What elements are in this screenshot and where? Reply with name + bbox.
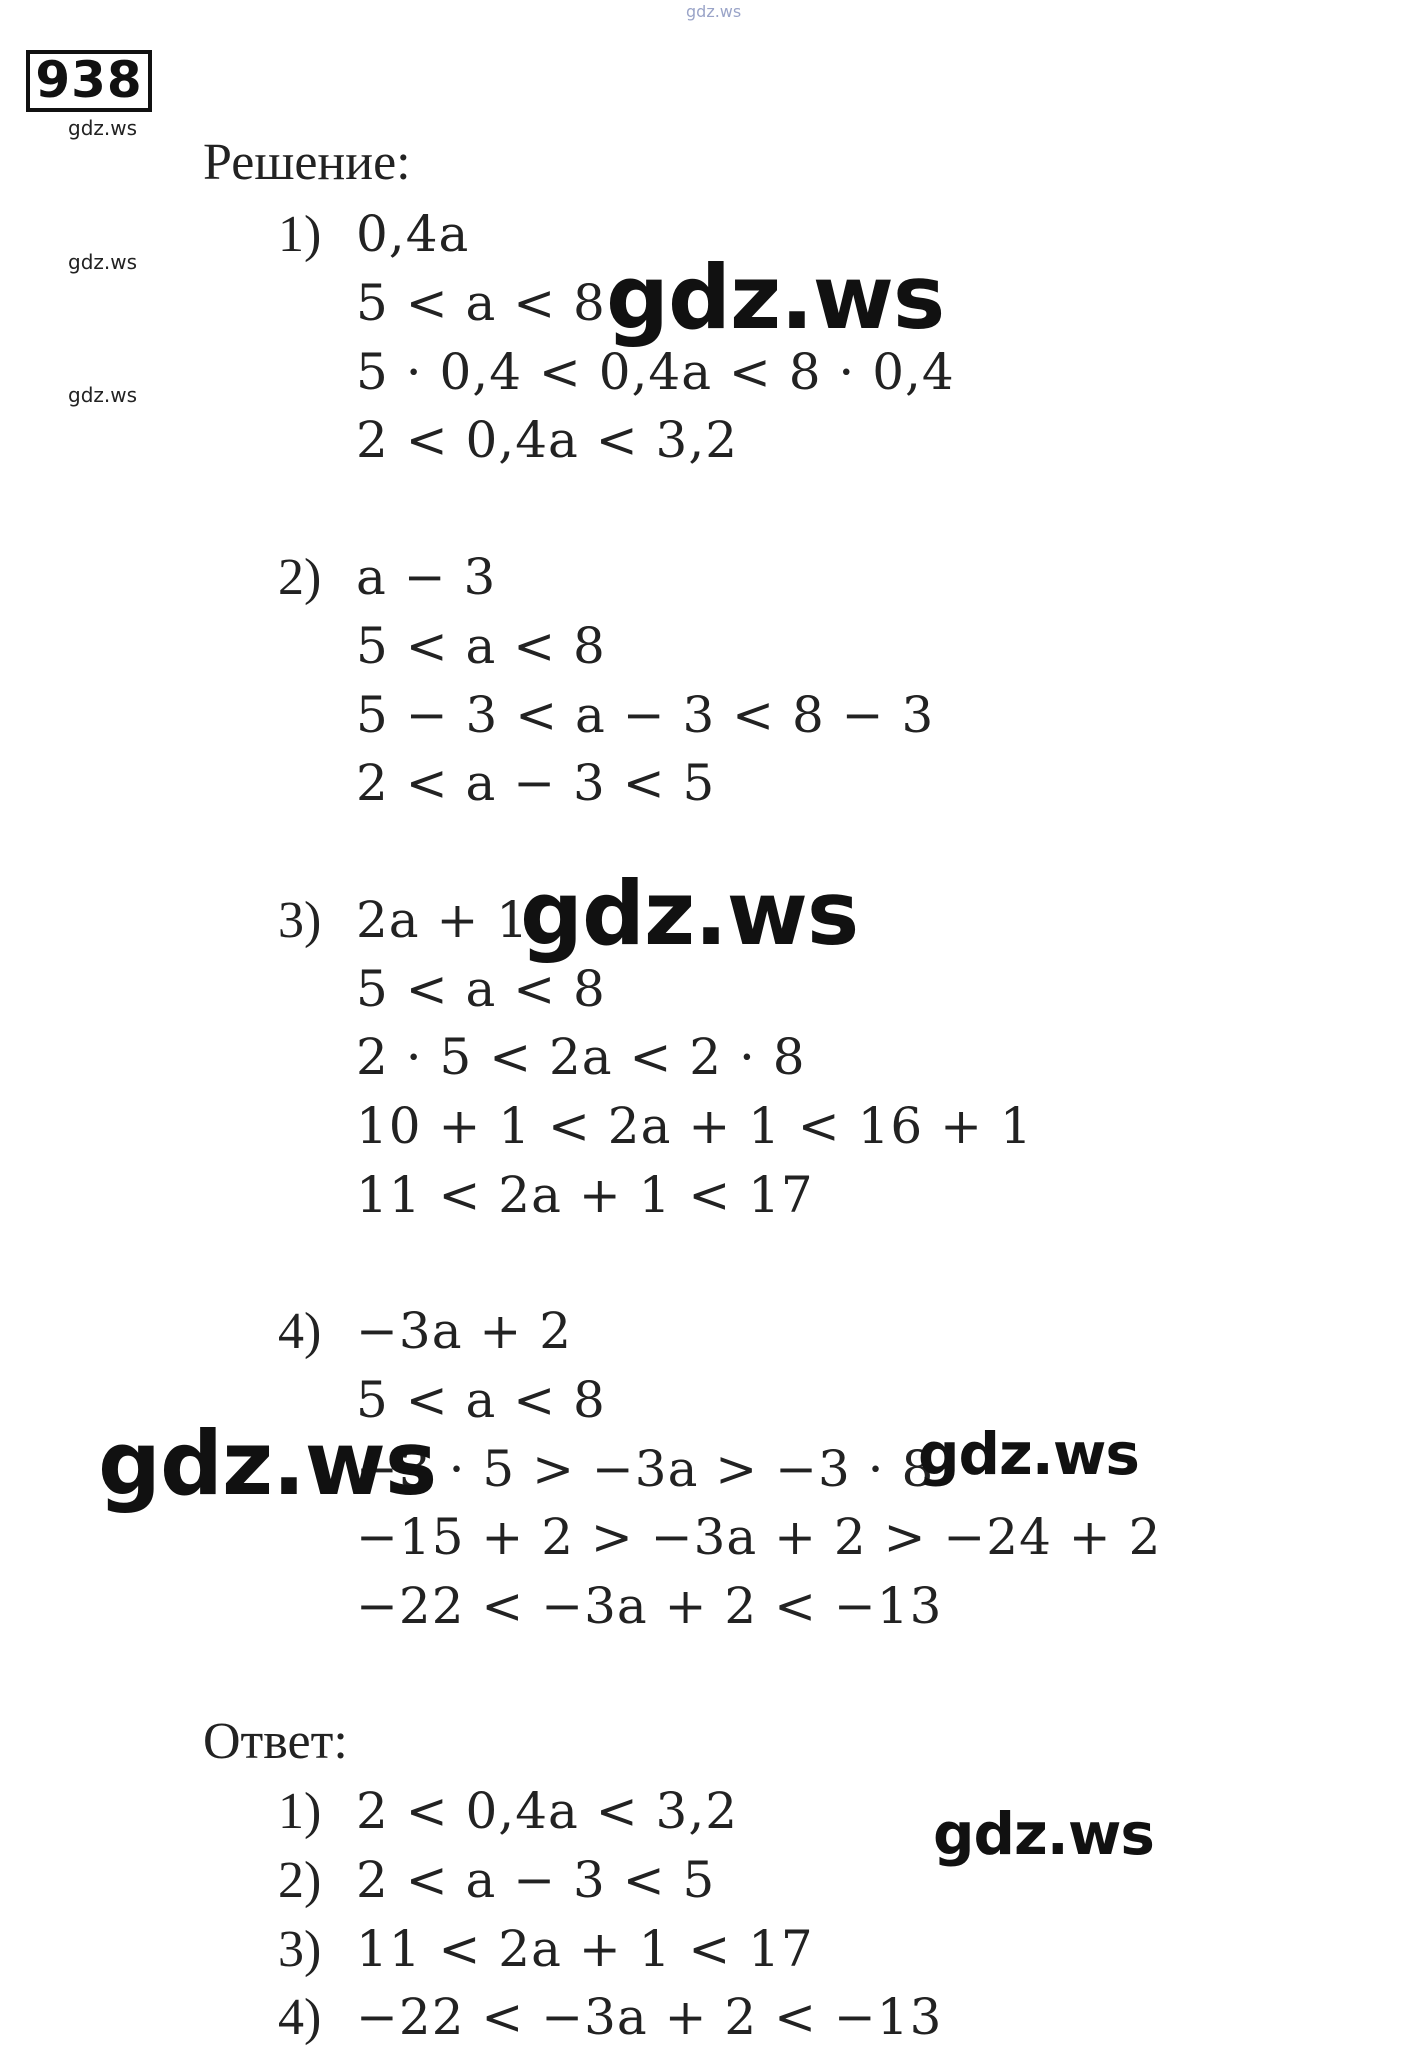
answer-line: 2 < a − 3 < 5 xyxy=(356,1851,716,1909)
math-line: −15 + 2 > −3a + 2 > −24 + 2 xyxy=(356,1508,1162,1566)
math-line: −3 · 5 > −3a > −3 · 8 xyxy=(356,1440,935,1498)
overlay-watermark: gdz.ws xyxy=(918,1420,1139,1488)
side-watermark: gdz.ws xyxy=(68,116,138,140)
math-line: 5 < a < 8 xyxy=(356,617,606,675)
math-line: 5 − 3 < a − 3 < 8 − 3 xyxy=(356,686,935,744)
math-line: 10 + 1 < 2a + 1 < 16 + 1 xyxy=(356,1097,1033,1155)
math-line: 2 < a − 3 < 5 xyxy=(356,754,716,812)
overlay-watermark: gdz.ws xyxy=(933,1800,1154,1868)
math-line: a − 3 xyxy=(356,548,497,606)
part-number: 4) xyxy=(278,1303,322,1360)
overlay-watermark: gdz.ws xyxy=(606,246,945,349)
math-line: 5 < a < 8 xyxy=(356,1371,606,1429)
answer-number: 2) xyxy=(278,1852,322,1909)
math-line: 5 · 0,4 < 0,4a < 8 · 0,4 xyxy=(356,343,955,401)
math-line: 11 < 2a + 1 < 17 xyxy=(356,1166,814,1224)
problem-number-box: 938 xyxy=(26,50,152,112)
answer-line: 2 < 0,4a < 3,2 xyxy=(356,1782,739,1840)
side-watermark: gdz.ws xyxy=(68,383,138,407)
overlay-watermark: gdz.ws xyxy=(520,862,859,965)
math-line: 5 < a < 8 xyxy=(356,274,606,332)
math-line: −3a + 2 xyxy=(356,1302,573,1360)
answer-heading: Ответ: xyxy=(203,1713,348,1770)
answer-number: 4) xyxy=(278,1989,322,2046)
solution-heading: Решение: xyxy=(203,134,411,191)
math-line: 5 < a < 8 xyxy=(356,960,606,1018)
math-line: −22 < −3a + 2 < −13 xyxy=(356,1577,943,1635)
math-line: 0,4a xyxy=(356,205,470,263)
side-watermark: gdz.ws xyxy=(68,250,138,274)
part-number: 2) xyxy=(278,549,322,606)
math-line: 2 < 0,4a < 3,2 xyxy=(356,411,739,469)
part-number: 3) xyxy=(278,892,322,949)
top-watermark: gdz.ws xyxy=(686,2,742,21)
answer-number: 1) xyxy=(278,1783,322,1840)
answer-line: 11 < 2a + 1 < 17 xyxy=(356,1920,814,1978)
overlay-watermark: gdz.ws xyxy=(98,1412,437,1515)
answer-line: −22 < −3a + 2 < −13 xyxy=(356,1988,943,2046)
math-line: 2a + 1 xyxy=(356,891,530,949)
answer-number: 3) xyxy=(278,1921,322,1978)
math-line: 2 · 5 < 2a < 2 · 8 xyxy=(356,1028,806,1086)
part-number: 1) xyxy=(278,206,322,263)
